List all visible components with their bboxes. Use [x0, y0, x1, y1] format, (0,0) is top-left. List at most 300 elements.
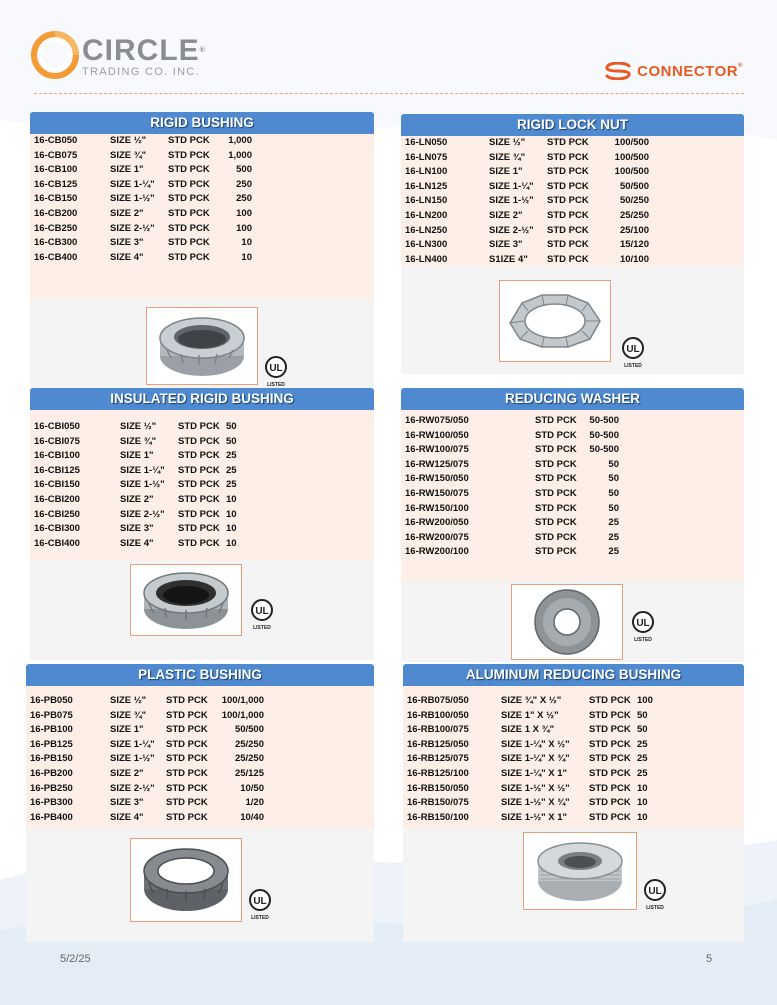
size-value: SIZE ¾" [120, 435, 157, 447]
ul-listed-icon [619, 336, 647, 370]
reducing-washer-icon [512, 585, 622, 659]
part-number: 16-RB100/050 [407, 709, 469, 721]
pack-quantity: 10/100 [619, 253, 649, 265]
svg-text:LISTED: LISTED [267, 382, 285, 388]
size-value: SIZE 2-½" [489, 224, 534, 236]
table-row [34, 508, 370, 523]
ul-listed-icon [629, 610, 657, 644]
table-row [34, 420, 370, 435]
size-value: SIZE 1-½" [110, 753, 155, 765]
part-number: 16-RW150/100 [405, 502, 469, 514]
pack-label: STD PCK [535, 502, 577, 514]
size-value: SIZE 1-½" [120, 479, 165, 491]
part-number: 16-LN200 [405, 209, 448, 221]
pack-quantity: 100 [637, 695, 653, 706]
part-number: 16-PB100 [30, 724, 73, 736]
product-photo [130, 564, 242, 636]
part-number: 16-LN100 [405, 166, 448, 178]
page-header [0, 0, 777, 100]
product-image-area [401, 580, 744, 662]
part-number: 16-CB125 [34, 178, 78, 190]
pack-label: STD PCK [178, 537, 220, 549]
size-value [485, 443, 535, 458]
part-number: 16-CB150 [34, 193, 78, 205]
pack-quantity: 250 [236, 178, 252, 190]
pack-label: STD PCK [535, 444, 577, 456]
part-number: 16-CB200 [34, 207, 78, 219]
pack-quantity: 50/250 [619, 195, 649, 207]
pack-quantity: 50/500 [234, 724, 264, 736]
pack-label: STD PCK [168, 178, 210, 190]
table-row [405, 194, 740, 209]
part-number: 16-RB125/100 [407, 767, 469, 779]
connector-brand [603, 62, 743, 80]
pack-label: STD PCK [547, 239, 589, 251]
part-number: 16-LN075 [405, 151, 448, 163]
table-row [30, 796, 370, 811]
table-row [407, 738, 740, 753]
size-value: SIZE 1-¼" [489, 180, 534, 192]
size-value: SIZE ½" [110, 135, 147, 146]
size-value: SIZE 1-¼" X ¾" [501, 753, 570, 765]
size-value [485, 545, 535, 560]
product-table [401, 136, 744, 266]
table-row [405, 531, 740, 546]
size-value: SIZE 1-½" [110, 193, 155, 205]
pack-label: STD PCK [166, 797, 208, 809]
company-logo [82, 36, 206, 79]
panel-title: PLASTIC BUSHING [26, 664, 374, 686]
size-value: SIZE 4" [110, 811, 144, 823]
part-number: 16-RB125/050 [407, 738, 469, 750]
size-value: SIZE ¾" X ½" [501, 695, 562, 706]
table-row [405, 458, 740, 473]
table-row [405, 180, 740, 195]
pack-quantity: 50/500 [619, 180, 649, 192]
pack-quantity: 1,000 [228, 135, 252, 146]
pack-quantity: 10 [637, 811, 648, 823]
size-value: SIZE 2" [110, 207, 144, 219]
size-value [485, 414, 535, 429]
size-value: SIZE 1-½" X ½" [501, 782, 570, 794]
product-table [401, 410, 744, 580]
pack-quantity: 50-500 [589, 415, 619, 426]
table-row [34, 134, 370, 149]
part-number: 16-PB075 [30, 709, 73, 721]
svg-text:UL: UL [636, 618, 650, 629]
pack-label: STD PCK [547, 151, 589, 163]
table-row [30, 811, 370, 826]
size-value: SIZE 3" [489, 239, 523, 251]
table-row [405, 165, 740, 180]
pack-quantity: 100/500 [614, 137, 649, 148]
table-row [30, 709, 370, 724]
product-image-area [30, 299, 374, 395]
pack-quantity: 25 [608, 517, 619, 529]
ul-listed-icon [246, 888, 274, 922]
product-table [403, 686, 744, 828]
size-value: SIZE 4" [110, 251, 144, 263]
part-number: 16-CB075 [34, 149, 78, 161]
table-row [34, 163, 370, 178]
part-number: 16-RW075/050 [405, 415, 469, 426]
part-number: 16-RW100/050 [405, 429, 469, 441]
pack-label: STD PCK [547, 166, 589, 178]
table-row [30, 782, 370, 797]
pack-label: STD PCK [547, 180, 589, 192]
part-number: 16-CB050 [34, 135, 78, 146]
part-number: 16-PB150 [30, 753, 73, 765]
pack-quantity: 10 [241, 251, 252, 263]
pack-quantity: 10 [637, 782, 648, 794]
pack-label: STD PCK [589, 753, 631, 765]
pack-quantity: 50 [608, 458, 619, 470]
part-number: 16-RB150/075 [407, 797, 469, 809]
pack-label: STD PCK [589, 811, 631, 823]
pack-label: STD PCK [589, 724, 631, 736]
size-value: SIZE ½" [120, 421, 157, 432]
pack-quantity: 50 [608, 502, 619, 514]
svg-text:UL: UL [626, 344, 640, 355]
table-row [407, 782, 740, 797]
table-row [405, 136, 740, 151]
pack-quantity: 50 [608, 473, 619, 485]
svg-text:LISTED: LISTED [624, 363, 642, 369]
ul-listed-icon [641, 878, 669, 912]
size-value [485, 502, 535, 517]
table-row [34, 192, 370, 207]
pack-quantity: 100 [236, 207, 252, 219]
part-number: 16-CB250 [34, 222, 78, 234]
table-row [407, 694, 740, 709]
product-image-area [26, 828, 374, 942]
part-number: 16-RW150/050 [405, 473, 469, 485]
pack-quantity: 1,000 [228, 149, 252, 161]
size-value: SIZE 2-½" [110, 222, 155, 234]
pack-quantity: 50-500 [589, 444, 619, 456]
size-value: SIZE 1-¼" [120, 464, 165, 476]
table-row [407, 796, 740, 811]
pack-label: STD PCK [178, 464, 220, 476]
aluminum-reducing-bushing-icon [524, 833, 636, 909]
part-number: 16-RW200/050 [405, 517, 469, 529]
table-row [30, 767, 370, 782]
part-number: 16-RB150/100 [407, 811, 469, 823]
pack-label: STD PCK [178, 479, 220, 491]
pack-quantity: 25/250 [619, 209, 649, 221]
svg-text:UL: UL [648, 886, 662, 897]
pack-label: STD PCK [166, 811, 208, 823]
svg-text:UL: UL [269, 363, 283, 374]
pack-quantity: 25 [608, 546, 619, 558]
pack-quantity: 15/120 [619, 239, 649, 251]
svg-text:LISTED: LISTED [251, 915, 269, 921]
size-value [485, 429, 535, 444]
table-row [30, 738, 370, 753]
pack-quantity: 25 [226, 479, 237, 491]
pack-quantity: 25 [637, 767, 648, 779]
pack-quantity: 25/250 [234, 738, 264, 750]
pack-quantity: 25 [637, 753, 648, 765]
pack-label: STD PCK [178, 421, 220, 432]
pack-quantity: 25/100 [619, 224, 649, 236]
size-value: SIZE 2" [489, 209, 523, 221]
size-value: SIZE ½" [110, 695, 147, 706]
table-row [405, 502, 740, 517]
pack-quantity: 250 [236, 193, 252, 205]
part-number: 16-PB200 [30, 767, 73, 779]
part-number: 16-CB400 [34, 251, 78, 263]
panel-title: INSULATED RIGID BUSHING [30, 388, 374, 410]
pack-quantity: 50 [226, 435, 237, 447]
table-row [407, 767, 740, 782]
pack-quantity: 25 [226, 450, 237, 462]
part-number: 16-LN400 [405, 253, 448, 265]
size-value: SIZE ¾" [489, 151, 526, 163]
pack-label: STD PCK [178, 435, 220, 447]
pack-label: STD PCK [166, 709, 208, 721]
table-row [34, 178, 370, 193]
size-value: SIZE 1" [110, 164, 144, 176]
svg-text:LISTED: LISTED [634, 637, 652, 643]
table-row [407, 752, 740, 767]
table-row [30, 752, 370, 767]
footer-date: 5/2/25 [60, 953, 91, 965]
size-value: SIZE 2-½" [110, 782, 155, 794]
rigid-bushing-icon [147, 308, 257, 384]
size-value: SIZE 3" [120, 523, 154, 535]
pack-label: STD PCK [535, 429, 577, 441]
size-value: SIZE 1-½" X 1" [501, 811, 568, 823]
pack-quantity: 100/500 [614, 151, 649, 163]
pack-label: STD PCK [166, 753, 208, 765]
pack-label: STD PCK [589, 709, 631, 721]
svg-text:UL: UL [253, 896, 267, 907]
pack-quantity: 100/1,000 [221, 695, 264, 706]
part-number: 16-CBI400 [34, 537, 80, 549]
product-photo [499, 280, 611, 362]
size-value: SIZE 2-½" [120, 508, 165, 520]
table-row [34, 435, 370, 450]
part-number: 16-RB125/075 [407, 753, 469, 765]
pack-label: STD PCK [168, 207, 210, 219]
header-divider [34, 93, 744, 94]
pack-quantity: 25/125 [234, 767, 264, 779]
pack-quantity: 25 [226, 464, 237, 476]
product-table [30, 134, 374, 299]
table-row [34, 236, 370, 251]
connector-logo-icon [603, 62, 633, 80]
size-value: SIZE 1" [120, 450, 154, 462]
table-row [405, 414, 740, 429]
part-number: 16-RB100/075 [407, 724, 469, 736]
pack-label: STD PCK [168, 251, 210, 263]
panel-insulated-rigid-bushing [30, 388, 374, 660]
part-number: 16-CBI125 [34, 464, 80, 476]
pack-quantity: 50-500 [589, 429, 619, 441]
pack-label: STD PCK [589, 767, 631, 779]
panel-aluminum-reducing-bushing [403, 664, 744, 942]
pack-label: STD PCK [535, 546, 577, 558]
pack-quantity: 100/500 [614, 166, 649, 178]
size-value: SIZE 2" [120, 493, 154, 505]
table-row [34, 522, 370, 537]
size-value [485, 531, 535, 546]
logo-main-text: CIRCLE® [82, 34, 206, 67]
pack-quantity: 1/20 [245, 797, 264, 809]
pack-label: STD PCK [589, 738, 631, 750]
pack-label: STD PCK [166, 738, 208, 750]
size-value: SIZE 1-¼" [110, 178, 155, 190]
size-value: SIZE 1 X ¾" [501, 724, 555, 736]
pack-label: STD PCK [535, 487, 577, 499]
page-number: 5 [706, 953, 713, 965]
table-row [405, 545, 740, 560]
part-number: 16-CB300 [34, 237, 78, 249]
pack-quantity: 25 [637, 738, 648, 750]
size-value: SIZE 1" [489, 166, 523, 178]
product-photo [523, 832, 637, 910]
pack-label: STD PCK [547, 195, 589, 207]
pack-quantity: 25/250 [234, 753, 264, 765]
size-value: SIZE 1-¼" [110, 738, 155, 750]
part-number: 16-RW125/075 [405, 458, 469, 470]
table-row [405, 224, 740, 239]
table-row [407, 811, 740, 826]
part-number: 16-LN150 [405, 195, 448, 207]
table-row [34, 464, 370, 479]
pack-quantity: 100 [236, 222, 252, 234]
panel-rigid-lock-nut [401, 114, 744, 374]
part-number: 16-CBI300 [34, 523, 80, 535]
part-number: 16-LN050 [405, 137, 448, 148]
pack-quantity: 50 [637, 709, 648, 721]
part-number: 16-RW200/100 [405, 546, 469, 558]
svg-text:LISTED: LISTED [253, 625, 271, 631]
pack-label: STD PCK [168, 135, 210, 146]
size-value: SIZE ½" [489, 137, 526, 148]
pack-label: STD PCK [178, 523, 220, 535]
table-row [34, 537, 370, 552]
product-image-area [30, 560, 374, 660]
part-number: 16-RB075/050 [407, 695, 469, 706]
pack-label: STD PCK [178, 450, 220, 462]
pack-quantity: 50 [226, 421, 237, 432]
table-row [405, 238, 740, 253]
panel-reducing-washer [401, 388, 744, 662]
size-value: SIZE 4" [120, 537, 154, 549]
table-row [30, 694, 370, 709]
pack-label: STD PCK [535, 473, 577, 485]
circle-logo-icon [30, 30, 80, 80]
pack-label: STD PCK [589, 695, 631, 706]
part-number: 16-RW200/075 [405, 531, 469, 543]
size-value: SIZE 1" [110, 724, 144, 736]
table-row [34, 449, 370, 464]
pack-label: STD PCK [168, 164, 210, 176]
part-number: 16-PB400 [30, 811, 73, 823]
panel-plastic-bushing [26, 664, 374, 942]
size-value: SIZE 1-¼" X 1" [501, 767, 568, 779]
pack-label: STD PCK [168, 149, 210, 161]
product-image-area [403, 828, 744, 942]
panel-title: RIGID BUSHING [30, 112, 374, 134]
table-row [34, 149, 370, 164]
pack-label: STD PCK [166, 767, 208, 779]
size-value: SIZE 1-¼" X ½" [501, 738, 570, 750]
part-number: 16-RW100/075 [405, 444, 469, 456]
pack-label: STD PCK [535, 458, 577, 470]
part-number: 16-CB100 [34, 164, 78, 176]
table-row [34, 207, 370, 222]
product-table [26, 686, 374, 828]
size-value: SIZE 1-½" [489, 195, 534, 207]
panel-title: RIGID LOCK NUT [401, 114, 744, 136]
pack-label: STD PCK [168, 193, 210, 205]
table-row [30, 723, 370, 738]
panel-title: REDUCING WASHER [401, 388, 744, 410]
size-value: SIZE 2" [110, 767, 144, 779]
pack-label: STD PCK [168, 237, 210, 249]
product-photo [511, 584, 623, 660]
pack-label: STD PCK [178, 493, 220, 505]
pack-quantity: 10 [226, 537, 237, 549]
table-row [34, 478, 370, 493]
size-value: SIZE 1-½" X ¾" [501, 797, 570, 809]
size-value: SIZE ¾" [110, 709, 147, 721]
pack-quantity: 10 [637, 797, 648, 809]
table-row [405, 516, 740, 531]
pack-quantity: 10/40 [240, 811, 264, 823]
insulated-bushing-icon [131, 565, 241, 635]
size-value: SIZE 1" X ½" [501, 709, 559, 721]
part-number: 16-LN125 [405, 180, 448, 192]
pack-label: STD PCK [535, 415, 577, 426]
table-row [407, 709, 740, 724]
pack-label: STD PCK [166, 782, 208, 794]
size-value [485, 487, 535, 502]
pack-quantity: 100/1,000 [221, 709, 264, 721]
pack-label: STD PCK [547, 209, 589, 221]
pack-quantity: 10 [226, 508, 237, 520]
part-number: 16-CBI075 [34, 435, 80, 447]
pack-label: STD PCK [547, 253, 589, 265]
pack-label: STD PCK [166, 724, 208, 736]
pack-quantity: 50 [608, 487, 619, 499]
part-number: 16-LN250 [405, 224, 448, 236]
table-row [405, 487, 740, 502]
pack-label: STD PCK [589, 797, 631, 809]
pack-quantity: 10 [226, 493, 237, 505]
part-number: 16-CBI250 [34, 508, 80, 520]
size-value [485, 516, 535, 531]
product-photo [146, 307, 258, 385]
table-row [405, 443, 740, 458]
pack-label: STD PCK [589, 782, 631, 794]
pack-quantity: 10 [241, 237, 252, 249]
plastic-bushing-icon [131, 839, 241, 921]
size-value [485, 458, 535, 473]
table-row [405, 151, 740, 166]
pack-quantity: 500 [236, 164, 252, 176]
table-row [34, 251, 370, 266]
pack-label: STD PCK [547, 137, 589, 148]
table-row [34, 222, 370, 237]
part-number: 16-PB250 [30, 782, 73, 794]
svg-text:UL: UL [255, 606, 269, 617]
size-value [485, 472, 535, 487]
pack-quantity: 50 [637, 724, 648, 736]
